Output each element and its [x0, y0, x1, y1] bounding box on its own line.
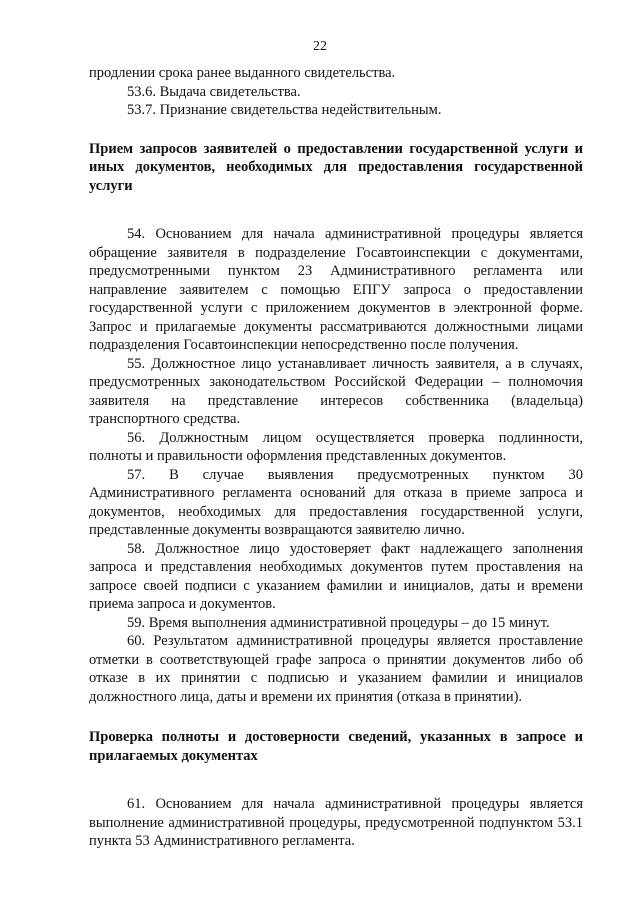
- paragraph-60: 60. Результатом административной процедуры является проставление отметки в соответствующей графе запроса о принятии документов либо об отказе в их принятии с подписью и указанием фамилии и инициалов должностного лица, даты и времени их принятия (отказа в принятии).: [89, 633, 583, 705]
- paragraph-61: 61. Основанием для начала административной процедуры является выполнение административной процедуры, предусмотренной подпунктом 53.1 пункта 53 Административного регламента.: [89, 796, 583, 849]
- section-heading-reception: Прием запросов заявителей о предоставлении государственной услуги и иных документов, необходимых для предоставления государственной услуги: [89, 140, 583, 194]
- document-body: [89, 64, 583, 851]
- paragraph-continuation: продлении срока ранее выданного свидетельства.: [89, 65, 396, 81]
- paragraph-56: 56. Должностным лицом осуществляется проверка подлинности, полноты и правильности оформления представленных документов.: [89, 429, 583, 464]
- paragraph-57: 57. В случае выявления предусмотренных пунктом 30 Административного регламента оснований для отказа в приеме запроса и документов, необходимых для предоставления государственной услуги, представленные документы возвращаются заявителю лично.: [89, 466, 583, 538]
- page-number: 22: [313, 39, 327, 54]
- paragraph-58: 58. Должностное лицо удостоверяет факт надлежащего заполнения запроса и представления необходимых документов путем проставления на запросе своей подписи с указанием фамилии и инициалов, даты и времени приема запроса и документов.: [89, 540, 583, 612]
- paragraph-59: 59. Время выполнения административной процедуры – до 15 минут.: [127, 614, 550, 631]
- paragraph-54: 54. Основанием для начала административной процедуры является обращение заявителя в подразделение Госавтоинспекции с документами, предусмотренными пунктом 23 Административного регламента или направление заявителем с помощью ЕПГУ запроса о предоставлении государственной услуги с приложением документов в электронной форме. Запрос и прилагаемые документы рассматриваются должностными лицами подразделения Госавтоинспекции непосредственно после получения.: [89, 226, 583, 353]
- paragraph-53-7: 53.7. Признание свидетельства недействительным.: [127, 102, 442, 118]
- paragraph-55: 55. Должностное лицо устанавливает личность заявителя, а в случаях, предусмотренных законодательством Российской Федерации – полномочия заявителя на представление интересов собственника (владельца) транспортного средства.: [89, 355, 583, 427]
- paragraph-53-6: 53.6. Выдача свидетельства.: [127, 83, 301, 100]
- section-heading-verification: Проверка полноты и достоверности сведений, указанных в запросе и прилагаемых документах: [89, 729, 583, 764]
